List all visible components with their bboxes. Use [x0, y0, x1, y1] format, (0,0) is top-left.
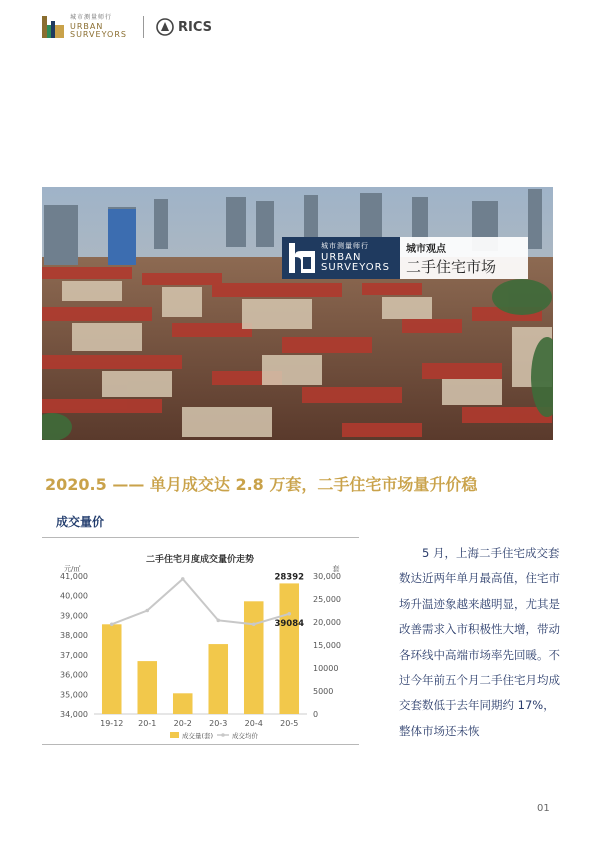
report-headline: 2020.5 —— 单月成交达 2.8 万套，二手住宅市场量升价稳 — [45, 475, 478, 494]
banner-logo-mark-icon — [289, 243, 315, 273]
logo-text — [70, 15, 127, 39]
price-point — [287, 612, 291, 616]
right-tick-label: 25,000 — [313, 595, 341, 604]
price-point — [216, 619, 220, 623]
x-tick-label: 19-12 — [100, 719, 124, 728]
volume-price-chart — [42, 537, 359, 745]
volume-bar — [137, 661, 157, 714]
banner-logo-en2: SURVEYORS — [321, 262, 390, 273]
volume-bar — [173, 693, 193, 714]
right-tick-label: 0 — [313, 710, 319, 719]
logo-en-line2: SURVEYORS — [70, 30, 127, 39]
legend-bar-swatch — [170, 732, 179, 738]
price-point — [252, 623, 256, 627]
banner-logo-cn: 城市测量师行 — [321, 242, 369, 250]
page-number: 01 — [537, 803, 550, 814]
section-title: 成交量价 — [56, 515, 105, 529]
right-tick-label: 10000 — [313, 664, 339, 673]
price-point — [181, 577, 185, 581]
legend-line-label: 成交均价 — [232, 732, 258, 740]
header-divider — [143, 16, 144, 38]
legend-line-marker — [221, 733, 225, 737]
banner-logo-text — [321, 243, 390, 273]
logo-en-line1: URBAN — [70, 22, 104, 31]
banner-overlay — [282, 237, 528, 279]
banner-subtitle: 城市观点 — [406, 243, 446, 255]
rics-logo — [156, 18, 212, 36]
right-tick-label: 5000 — [313, 687, 334, 696]
price-point — [145, 609, 149, 613]
banner-title: 二手住宅市场 — [406, 257, 497, 276]
banner-logo-en1: URBAN — [321, 252, 362, 263]
banner-logo — [282, 237, 400, 279]
right-axis-unit: 套 — [332, 565, 340, 573]
urban-surveyors-logo-icon — [42, 16, 64, 38]
x-tick-label: 20-2 — [173, 719, 192, 728]
volume-data-label: 28392 — [274, 572, 305, 583]
left-tick-label: 38,000 — [60, 631, 88, 641]
left-tick-label: 41,000 — [60, 572, 88, 581]
left-tick-label: 35,000 — [60, 690, 88, 700]
volume-bar — [279, 583, 299, 714]
rics-emblem-icon — [156, 18, 174, 36]
left-tick-label: 37,000 — [60, 650, 88, 660]
x-tick-label: 20-3 — [209, 719, 228, 728]
banner-title-box — [400, 237, 528, 279]
price-data-label: 39084 — [274, 618, 305, 629]
page-header — [42, 14, 212, 40]
logo-cn: 城市测量师行 — [70, 14, 113, 21]
body-paragraph: 5 月，上海二手住宅成交套数达近两年单月最高值，住宅市场升温迹象越来越明显，尤其是改善需求入市积极性大增，带动各环线中高端市场率先回暖。不过今年前五个月二手住宅月均成交套数低于去年同期约 17%，整体市场还未恢 — [399, 546, 560, 738]
price-point — [110, 623, 114, 627]
left-tick-label: 34,000 — [60, 710, 88, 719]
legend-bar-label: 成交量(套) — [182, 732, 214, 740]
right-tick-label: 15,000 — [313, 641, 341, 650]
left-tick-label: 36,000 — [60, 670, 88, 680]
right-tick-label: 20,000 — [313, 618, 341, 627]
x-tick-label: 20-5 — [280, 719, 299, 728]
volume-bar — [102, 624, 122, 714]
left-tick-label: 39,000 — [60, 611, 88, 621]
city-aerial-photo — [42, 187, 553, 440]
left-tick-label: 40,000 — [60, 591, 88, 601]
x-tick-label: 20-4 — [244, 719, 263, 728]
left-axis-unit: 元/㎡ — [64, 565, 81, 573]
volume-bar — [208, 644, 228, 714]
x-tick-label: 20-1 — [138, 719, 157, 728]
rics-label: RICS — [177, 19, 212, 35]
right-tick-label: 30,000 — [313, 572, 341, 581]
chart-title: 二手住宅月度成交量价走势 — [145, 555, 255, 565]
body-text — [399, 541, 561, 744]
volume-bar — [244, 601, 264, 714]
